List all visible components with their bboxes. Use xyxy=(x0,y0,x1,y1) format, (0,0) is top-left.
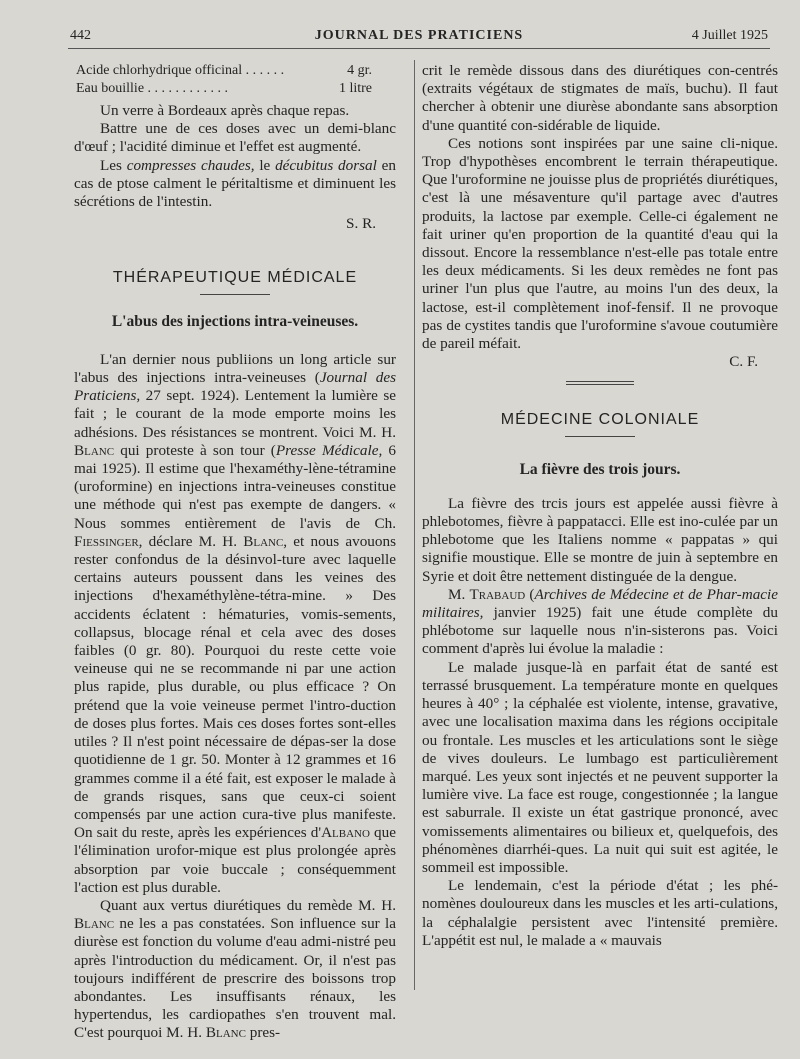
paragraph: Le lendemain, c'est la période d'état ; les phé-nomènes douloureux dans les muscles et les arti-culations, la céphalalgie persistent avec l'intensité première. L'appétit est nul, le malade a « mauvais xyxy=(422,877,778,949)
article-title: La fièvre des trois jours. xyxy=(519,460,681,478)
page-header xyxy=(70,28,768,50)
section-title: THÉRAPEUTIQUE MÉDICALE xyxy=(112,269,358,287)
paragraph: crit le remède dissous dans des diurétiques con-centrés (extraits végétaux de stigmates de maïs, buchu). Il faut chercher à obtenir une diurèse abondante sans absorption d'une quantité con-sidérable de liquide. xyxy=(422,62,778,134)
paragraph: Un verre à Bordeaux après chaque repas. xyxy=(100,102,350,119)
separator-rule xyxy=(566,381,634,385)
header-rule xyxy=(68,48,770,49)
article-title: L'abus des injections intra-veineuses. xyxy=(111,312,359,330)
paragraph: Le malade jusque-là en parfait état de santé est terrassé brusquement. La température monte en quelques heures à 40° ; la céphalée est violente, intense, gravative, avec une localisation maxima dans les régions occipitale ou frontale. Les muscles et les articulations sont le siège de vives douleurs. Le lumbago est particulièrement marqué. Les yeux sont injectés et ne peuvent supporter la lumière vive. La face est rouge, congestionnée ; la langue est saburrale. Il existe un état gastrique prononcé, avec vomissements alimentaires ou bilieux et, quelquefois, des phénomènes diarrhéi-ques. La nuit qui suit est agitée, le sommeil est impossible. xyxy=(422,658,778,876)
right-column xyxy=(422,62,778,950)
page-number: 442 xyxy=(70,28,91,43)
recipe-line xyxy=(74,80,396,98)
recipe-item: Eau bouillie . . . . . . . . . . . . xyxy=(76,81,229,96)
journal-title: JOURNAL DES PRATICIENS xyxy=(314,28,524,43)
recipe-item: Acide chlorhydrique officinal . . . . . . xyxy=(76,63,285,78)
signature: C. F. xyxy=(729,353,758,371)
left-column xyxy=(74,62,396,1043)
paragraph: Quant aux vertus diurétiques du remède M. H. Blanc ne les a pas constatées. Son influence sur la diurèse est fonction du volume d'eau admi-nistré peu après l'introduction du médicament. Or, il n'est pas toujours indifférent de prescrire des boissons trop abondantes. Les insuffisants rénaux, les hypertendus, les cardiopathes s'en trouvent mal. C'est pourquoi M. H. Blanc pres- xyxy=(74,896,396,1042)
paragraph: L'an dernier nous publiions un long article sur l'abus des injections intra-veineuses (Journal des Praticiens, 27 sept. 1924). Lentement la lumière se fait ; le courant de la mode emporte moins les adhésions. Des résistances se montrent. Voici M. H. Blanc qui proteste à son tour (Presse Médicale, 6 mai 1925). Il estime que l'hexaméthy-lène-tétramine (uroformine) en injections intra-veineuses constitue une méthode qui n'est pas exempte de dangers. « Nous sommes entièrement de l'avis de Ch. Fiessinger, déclare M. H. Blanc, et nous avouons rester confondus de la désinvol-ture avec laquelle certains auteurs poussent dans les veines des injections d'hexaméthylène-tétra-mine. » Des accidents éclatent : hématuries, vomis-sements, collapsus, blocage rénal et cela avec des doses faibles (0 gr. 80). Pourquoi du reste cette voie veineuse qui ne se recommande ni par une action plus rapide, plus durable, ou plus efficace ? On prétend que la voie veineuse permet l'intro-duction de doses plus fortes. Mais ces doses fortes sont-elles utiles ? Il n'est point nécessaire de dépas-ser la dose quotidienne de 1 gr. 50. Monter à 12 grammes et 16 grammes comme il a été fait, est exposer le malade à de grands risques, sans que ceux-ci soient compensés par une action cura-tive plus manifeste. On sait du reste, après les expériences d'Albano que l'élimination urofor-mique est plus prolongée après absorption par voie buccale ; conséquemment l'action est plus durable. xyxy=(74,350,396,896)
paragraph: Les compresses chaudes, le décubitus dorsal en cas de ptose calment le péritaltisme et diminuent les sécrétions de l'intestin. xyxy=(74,156,396,211)
paragraph: La fièvre des trcis jours est appelée aussi fièvre à phlebotomes, fièvre à pappatacci. Elle est ino-culée par un phlebotome que les Italiens nomme « pappatas » qui signifie moustique. Elle se montre de juin à septembre en Syrie et doit être nettement distinguée de la dengue. xyxy=(422,494,778,585)
section-title: MÉDECINE COLONIALE xyxy=(500,411,700,429)
issue-date: 4 Juillet 1925 xyxy=(691,28,768,43)
column-divider xyxy=(414,60,415,990)
paragraph: Ces notions sont inspirées par une saine cli-nique. Trop d'hypothèses encombrent le terrain thérapeutique. Que l'uroformine ne jouisse plus de propriétés diurétiques, c'est là une mésaventure qu'il partage avec d'autres produits, la lactose par exemple. Celle-ci également ne fait uriner qu'en proportion de la quantité d'eau qui la dissout. Encore la ressemblance n'est-elle pas totale entre les deux médicaments. Si les deux remèdes ne font pas uriner l'un plus que l'autre, au moins l'un des deux, la lactose, est-il complètement inof-fensif. Il ne provoque pas de cystites tandis que l'uroformine s'avoue coutumière de pareil méfait. xyxy=(422,134,778,353)
section-heading xyxy=(74,269,396,294)
recipe-line xyxy=(74,62,396,80)
recipe-qty: 1 litre xyxy=(338,81,372,96)
paragraph: Battre une de ces doses avec un demi-blanc d'œuf ; l'acidité diminue et l'effet est augmenté. xyxy=(74,120,396,156)
paragraph: M. Trabaud (Archives de Médecine et de Phar-macie militaires, janvier 1925) fait une étude complète du phlébotome sur laquelle nous n'in-sisterons pas. Voici comment d'après lui évolue la maladie : xyxy=(422,585,778,658)
section-heading xyxy=(422,411,778,436)
signature: S. R. xyxy=(346,215,376,233)
title-rule xyxy=(200,294,270,295)
recipe-qty: 4 gr. xyxy=(347,63,372,78)
title-rule xyxy=(565,436,635,437)
